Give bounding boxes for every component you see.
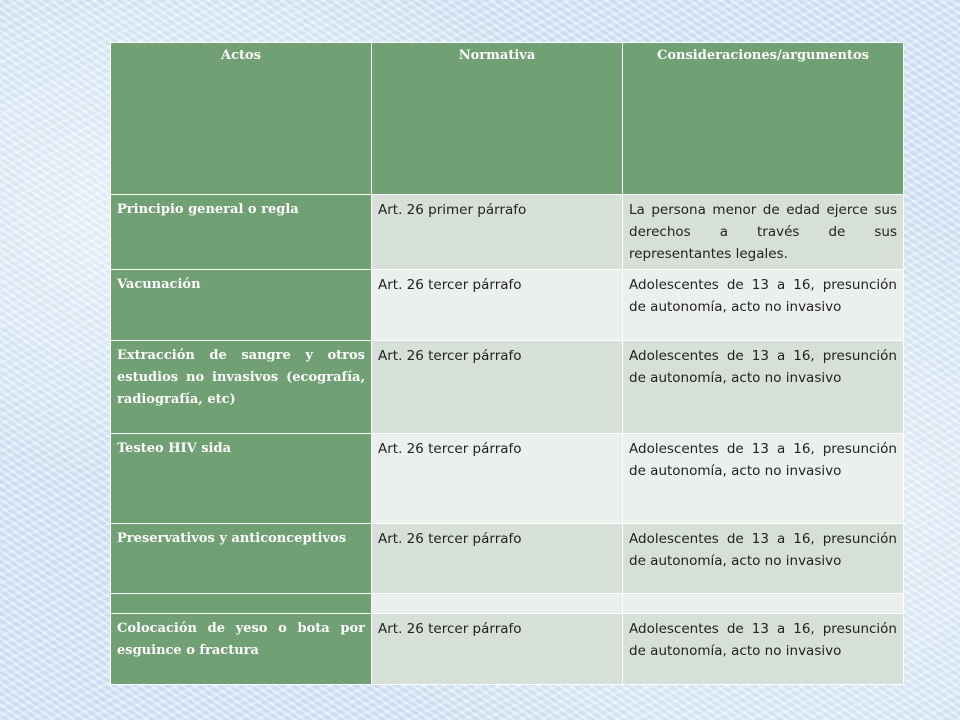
consideraciones-cell: Adolescentes de 13 a 16, presunción de autonomía, acto no invasivo xyxy=(623,270,904,341)
consideraciones-cell xyxy=(623,594,904,614)
consideraciones-cell: Adolescentes de 13 a 16, presunción de autonomía, acto no invasivo xyxy=(623,614,904,685)
header-normativa: Normativa xyxy=(372,43,623,195)
acto-cell: Testeo HIV sida xyxy=(111,434,372,524)
acto-cell xyxy=(111,594,372,614)
table-row xyxy=(111,341,904,434)
table-row xyxy=(111,614,904,685)
table-row xyxy=(111,524,904,594)
normativa-cell xyxy=(372,594,623,614)
acto-cell: Vacunación xyxy=(111,270,372,341)
acto-cell: Extracción de sangre y otros estudios no invasivos (ecografía, radiografía, etc) xyxy=(111,341,372,434)
consideraciones-cell: Adolescentes de 13 a 16, presunción de autonomía, acto no invasivo xyxy=(623,524,904,594)
slide-table-container xyxy=(110,42,903,678)
normativa-cell: Art. 26 tercer párrafo xyxy=(372,341,623,434)
normativa-table xyxy=(110,42,904,685)
consideraciones-cell: Adolescentes de 13 a 16, presunción de autonomía, acto no invasivo xyxy=(623,434,904,524)
normativa-cell: Art. 26 tercer párrafo xyxy=(372,614,623,685)
acto-cell: Colocación de yeso o bota por esguince o fractura xyxy=(111,614,372,685)
acto-cell: Principio general o regla xyxy=(111,195,372,270)
consideraciones-cell: Adolescentes de 13 a 16, presunción de autonomía, acto no invasivo xyxy=(623,341,904,434)
header-consideraciones: Consideraciones/argumentos xyxy=(623,43,904,195)
table-row xyxy=(111,270,904,341)
table-row-empty xyxy=(111,594,904,614)
normativa-cell: Art. 26 tercer párrafo xyxy=(372,434,623,524)
table-header-row xyxy=(111,43,904,195)
header-actos: Actos xyxy=(111,43,372,195)
consideraciones-cell: La persona menor de edad ejerce sus derechos a través de sus representantes legales. xyxy=(623,195,904,270)
normativa-cell: Art. 26 primer párrafo xyxy=(372,195,623,270)
normativa-cell: Art. 26 tercer párrafo xyxy=(372,270,623,341)
table-row xyxy=(111,434,904,524)
normativa-cell: Art. 26 tercer párrafo xyxy=(372,524,623,594)
table-row xyxy=(111,195,904,270)
acto-cell: Preservativos y anticonceptivos xyxy=(111,524,372,594)
